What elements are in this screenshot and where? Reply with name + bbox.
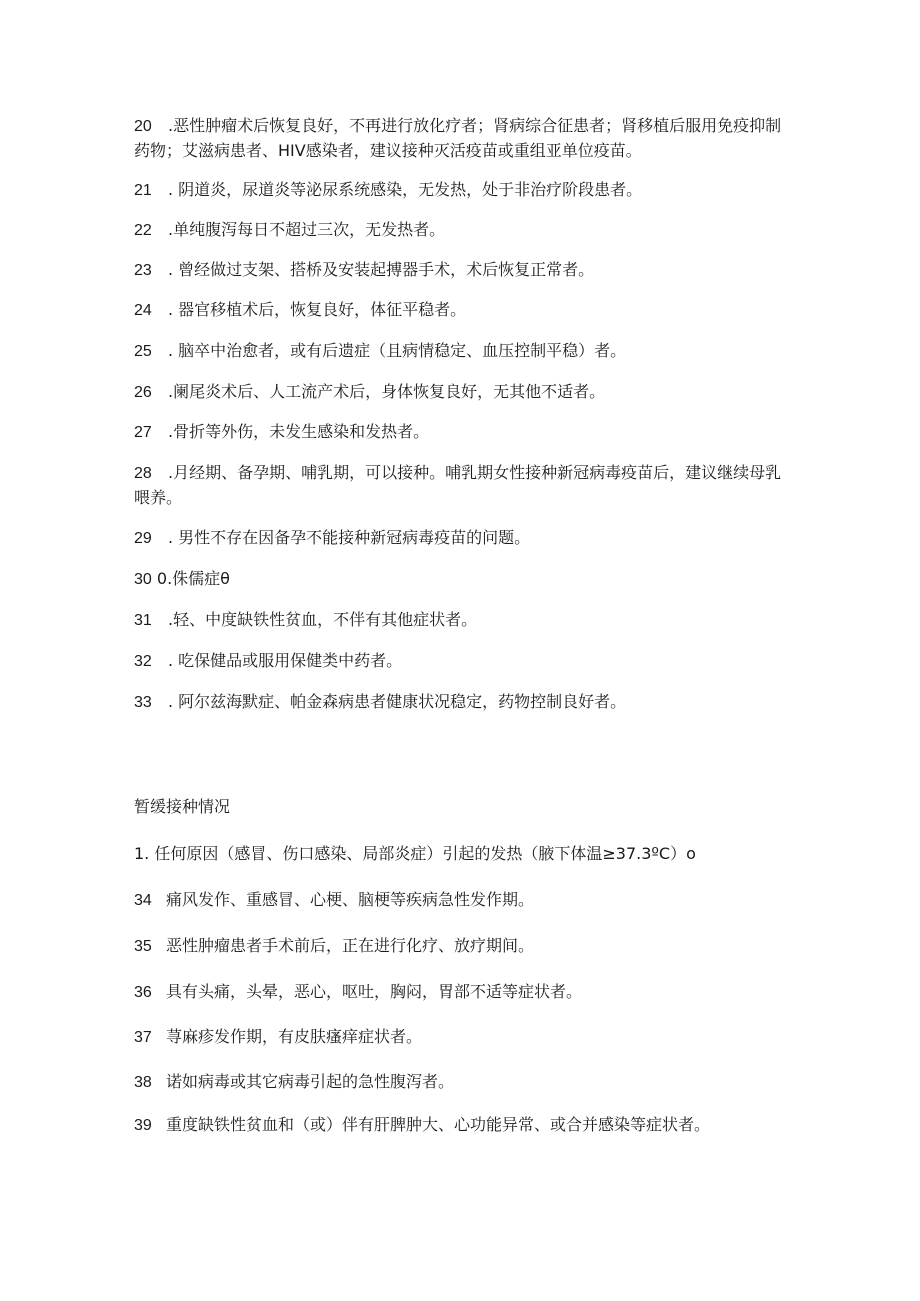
list-item	[134, 1070, 794, 1095]
item-text: . 脑卒中治愈者，或有后遗症（且病情稳定、血压控制平稳）者。	[168, 341, 627, 360]
list-item	[134, 1113, 794, 1138]
item-number: 27	[134, 424, 152, 441]
list-item	[134, 690, 794, 715]
list-item	[134, 114, 794, 163]
item-number: 25	[134, 343, 152, 360]
list-item	[134, 888, 794, 913]
list-item	[134, 1025, 794, 1050]
item-text: . 吃保健品或服用保健类中药者。	[168, 651, 403, 670]
item-text: . 曾经做过支架、搭桥及安装起搏器手术，术后恢复正常者。	[168, 260, 595, 279]
item-number: 20	[134, 118, 152, 135]
list-item	[134, 608, 794, 633]
item-number: 36	[134, 984, 152, 1001]
item-text: .阑尾炎术后、人工流产术后，身体恢复良好，无其他不适者。	[168, 382, 606, 401]
list-item	[134, 649, 794, 674]
item-number: 24	[134, 302, 152, 319]
item-number: 33	[134, 694, 152, 711]
list-item	[134, 298, 794, 323]
list-item	[134, 526, 794, 551]
item-text: 荨麻疹发作期，有皮肤瘙痒症状者。	[166, 1027, 423, 1046]
item-number: 22	[134, 222, 152, 239]
item-number: 39	[134, 1117, 152, 1134]
item-text: . 男性不存在因备孕不能接种新冠病毒疫苗的问题。	[168, 528, 531, 547]
item-text: .骨折等外伤，未发生感染和发热者。	[168, 422, 430, 441]
item-text: .单纯腹泻每日不超过三次，无发热者。	[168, 220, 446, 239]
item-number: 30	[134, 571, 152, 588]
item-number: 23	[134, 262, 152, 279]
item-text: . 阿尔兹海默症、帕金森病患者健康状况稳定，药物控制良好者。	[168, 692, 627, 711]
list-item	[134, 339, 794, 364]
list-item	[134, 420, 794, 445]
item-number: 31	[134, 612, 152, 629]
item-number: 26	[134, 384, 152, 401]
list-item	[134, 258, 794, 283]
item-text: .恶性肿瘤术后恢复良好，不再进行放化疗者；肾病综合征患者；肾移植后服用免疫抑制药物；艾滋病患者、HIV感染者，建议接种灭活疫苗或重组亚单位疫苗。	[134, 116, 782, 160]
list-item	[134, 178, 794, 203]
item-text: 具有头痛，头晕，恶心，呕吐，胸闷，胃部不适等症状者。	[166, 982, 583, 1001]
item-number: 38	[134, 1074, 152, 1091]
item-text: . 阴道炎，尿道炎等泌尿系统感染，无发热，处于非治疗阶段患者。	[168, 180, 643, 199]
item-text: 恶性肿瘤患者手术前后，正在进行化疗、放疗期间。	[166, 936, 535, 955]
list-item	[134, 218, 794, 243]
item-number: 28	[134, 465, 152, 482]
item-number: 29	[134, 530, 152, 547]
item-number: 35	[134, 938, 152, 955]
item-number: 32	[134, 653, 152, 670]
item-text: 痛风发作、重感冒、心梗、脑梗等疾病急性发作期。	[166, 890, 535, 909]
item-number: 37	[134, 1029, 152, 1046]
list-item	[134, 380, 794, 405]
item-text: .轻、中度缺铁性贫血，不伴有其他症状者。	[168, 610, 478, 629]
list-item	[134, 980, 794, 1005]
list-item	[134, 567, 794, 592]
item-text: . 器官移植术后，恢复良好，体征平稳者。	[168, 300, 467, 319]
list-item	[134, 461, 794, 510]
item-text: .月经期、备孕期、哺乳期，可以接种。哺乳期女性接种新冠病毒疫苗后，建议继续母乳喂养。	[134, 463, 782, 507]
item-text: 0.侏儒症θ	[156, 569, 230, 588]
item-number: 21	[134, 182, 152, 199]
section-heading: 暂缓接种情况	[134, 797, 231, 816]
list-item	[134, 934, 794, 959]
item-number: 34	[134, 892, 152, 909]
item-text: 重度缺铁性贫血和（或）伴有肝脾肿大、心功能异常、或合并感染等症状者。	[166, 1115, 711, 1134]
item-text: 诺如病毒或其它病毒引起的急性腹泻者。	[166, 1072, 455, 1091]
list-item: 1. 任何原因（感冒、伤口感染、局部炎症）引起的发热（腋下体温≥37.3ºC）o	[134, 844, 696, 863]
